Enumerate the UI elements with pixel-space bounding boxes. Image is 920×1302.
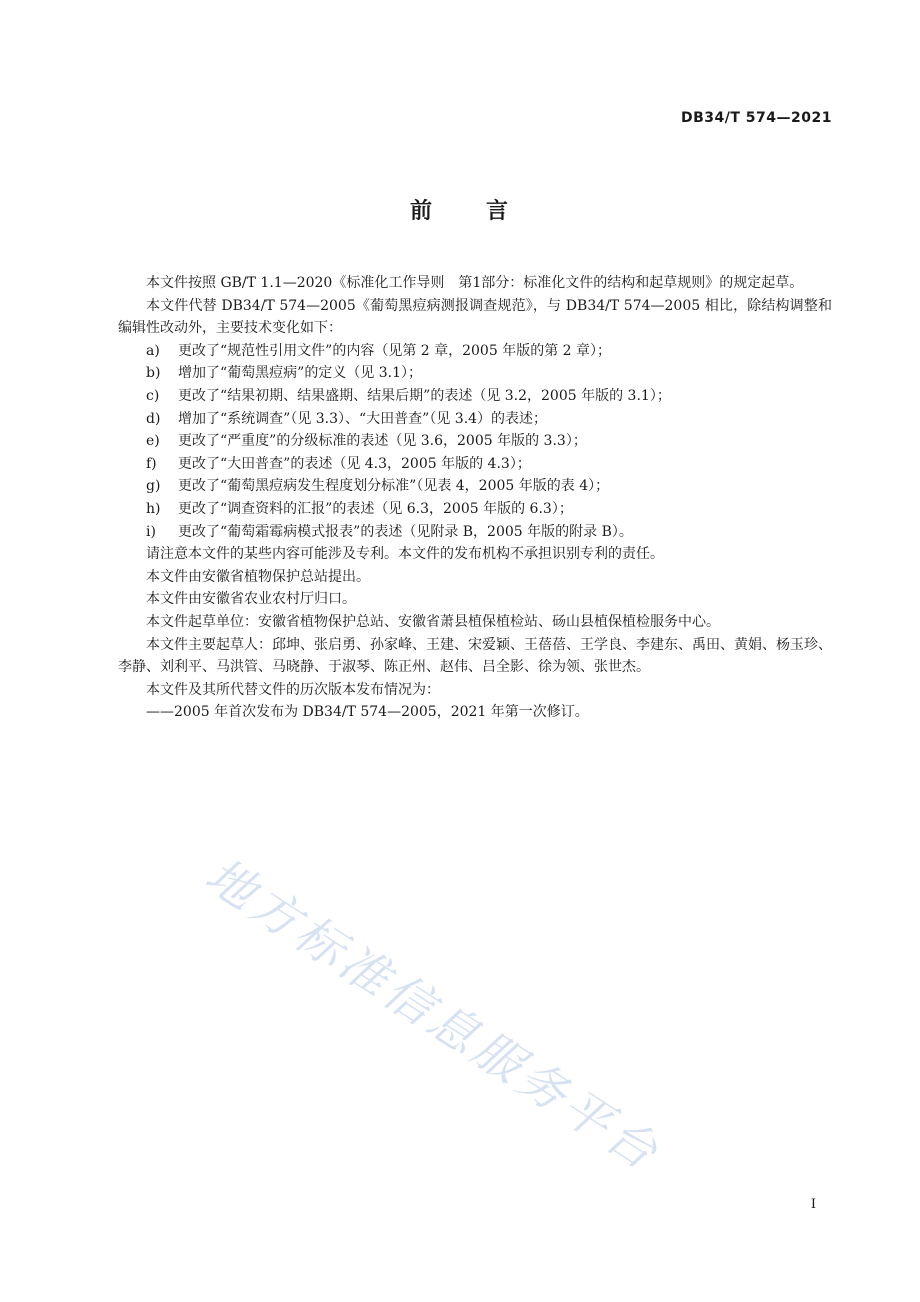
change-list-item xyxy=(118,408,832,431)
list-item-text: 更改了“结果初期、结果盛期、结果后期”的表述（见 3.2，2005 年版的 3.1）； xyxy=(178,387,671,404)
foreword-body xyxy=(118,272,832,724)
list-marker: c) xyxy=(146,387,160,404)
change-list-item xyxy=(118,362,832,385)
list-marker: f) xyxy=(146,455,157,472)
paragraph-patent-notice: 请注意本文件的某些内容可能涉及专利。本文件的发布机构不承担识别专利的责任。 xyxy=(146,546,664,563)
change-list-item xyxy=(118,385,832,408)
list-item-text: 更改了“规范性引用文件”的内容（见第 2 章，2005 年版的第 2 章）； xyxy=(178,342,612,359)
paragraph-drafters: 本文件主要起草人：邱坤、张启勇、孙家峰、王建、宋爱颖、王蓓蓓、王学良、李建东、禹田、黄娟、杨玉珍、李静、刘利平、马洪管、马晓静、于淑琴、陈正州、赵伟、吕全影、徐为领、张世杰。 xyxy=(118,636,832,676)
page-number: I xyxy=(810,1197,816,1212)
paragraph-replacement: 本文件代替 DB34/T 574—2005《葡萄黑痘病测报调查规范》，与 DB34/T 574—2005 相比，除结构调整和编辑性改动外，主要技术变化如下： xyxy=(118,297,832,337)
list-marker: h) xyxy=(146,500,161,517)
page-title-char-1: 前 xyxy=(409,199,434,224)
paragraph-drafting-units: 本文件起草单位：安徽省植物保护总站、安徽省萧县植保植检站、砀山县植保植检服务中心。 xyxy=(146,613,720,630)
page-title-char-2: 言 xyxy=(486,199,511,224)
list-marker: g) xyxy=(146,478,161,495)
change-list-item xyxy=(118,498,832,521)
list-marker: b) xyxy=(146,365,161,382)
list-item-text: 增加了“系统调查”（见 3.3）、“大田普查”（见 3.4）的表述； xyxy=(178,410,548,427)
change-list-item xyxy=(118,521,832,544)
change-list-item xyxy=(118,340,832,363)
change-list-item xyxy=(118,453,832,476)
list-marker: d) xyxy=(146,410,161,427)
list-item-text: 更改了“葡萄霜霉病模式报表”的表述（见附录 B，2005 年版的附录 B）。 xyxy=(178,523,633,540)
list-item-text: 更改了“大田普查”的表述（见 4.3，2005 年版的 4.3）； xyxy=(178,455,531,472)
paragraph-history-item: ——2005 年首次发布为 DB34/T 574—2005，2021 年第一次修订。 xyxy=(146,704,589,721)
watermark-text: 地方标准信息服务平台 xyxy=(195,847,671,1183)
page-title xyxy=(0,194,920,225)
list-item-text: 更改了“调查资料的汇报”的表述（见 6.3，2005 年版的 6.3）； xyxy=(178,500,573,517)
list-item-text: 增加了“葡萄黑痘病”的定义（见 3.1）； xyxy=(178,365,423,382)
document-code: DB34/T 574—2021 xyxy=(681,110,832,126)
list-item-text: 更改了“严重度”的分级标准的表述（见 3.6，2005 年版的 3.3）； xyxy=(178,433,587,450)
list-marker: a) xyxy=(146,342,160,359)
list-marker: i) xyxy=(146,523,156,540)
paragraph-drafting-rules: 本文件按照 GB/T 1.1—2020《标准化工作导则 第1部分：标准化文件的结构和起草规则》的规定起草。 xyxy=(146,275,804,291)
list-marker: e) xyxy=(146,433,160,450)
change-list-item xyxy=(118,475,832,498)
list-item-text: 更改了“葡萄黑痘病发生程度划分标准”（见表 4，2005 年版的表 4）； xyxy=(178,478,610,495)
change-list-item xyxy=(118,430,832,453)
paragraph-proposer: 本文件由安徽省植物保护总站提出。 xyxy=(146,568,370,585)
paragraph-history-intro: 本文件及其所代替文件的历次版本发布情况为： xyxy=(146,681,440,698)
paragraph-authority: 本文件由安徽省农业农村厅归口。 xyxy=(146,591,356,608)
